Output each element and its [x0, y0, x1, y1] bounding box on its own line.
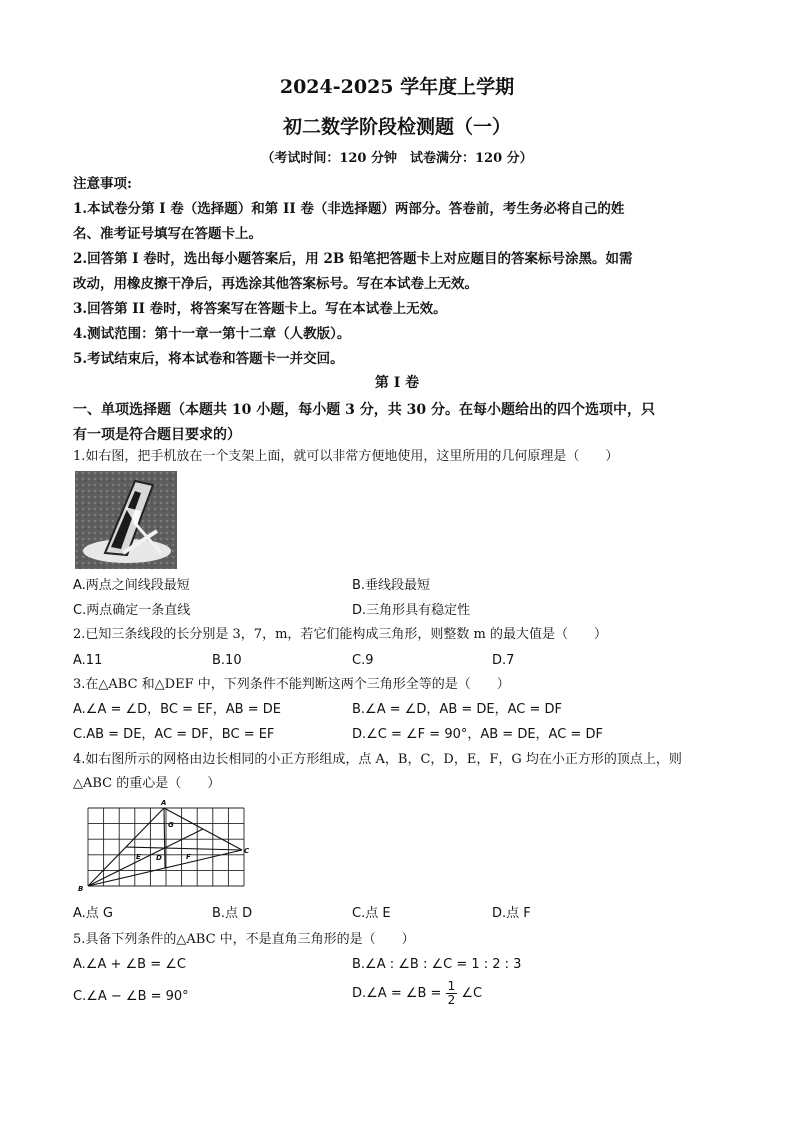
- label-b: B: [78, 885, 84, 892]
- q4-option-d: D.点 F: [492, 906, 531, 921]
- label-g: G: [168, 821, 174, 829]
- section-line-1: 一、单项选择题（本题共 10 小题，每小题 3 分，共 30 分。在每小题给出的四个选项中，只: [73, 402, 655, 418]
- q2-option-c: C.9: [352, 653, 374, 668]
- notes-block: [73, 172, 723, 372]
- q1-option-d: D.三角形具有稳定性: [352, 603, 471, 618]
- note-3: 3.回答第 II 卷时，将答案写在答题卡上。写在本试卷上无效。: [73, 301, 447, 317]
- q4-stem-2: △ABC 的重心是（ ）: [73, 776, 221, 791]
- section-heading: [73, 398, 723, 448]
- label-f: F: [186, 853, 191, 861]
- note-1a: 1.本试卷分第 I 卷（选择题）和第 II 卷（非选择题）两部分。答卷前，考生务必将自己的姓: [73, 201, 625, 217]
- q5-option-d-suffix: ∠C: [461, 986, 483, 1001]
- grid-triangle-figure: [76, 800, 252, 892]
- fraction-one-half: [446, 980, 458, 1007]
- q4-stem-1: 4.如右图所示的网格由边长相同的小正方形组成，点 A，B，C，D，E，F，G 均在小正方形的顶点上，则: [73, 752, 682, 767]
- note-1b: 名、准考证号填写在答题卡上。: [73, 226, 262, 242]
- q5-option-d-prefix: D.∠A = ∠B =: [352, 986, 442, 1001]
- q1-stem: 1.如右图，把手机放在一个支架上面，就可以非常方便地使用，这里所用的几何原理是（ ）: [73, 449, 619, 464]
- fraction-numerator: 1: [447, 979, 456, 993]
- volume-heading: 第 I 卷: [374, 375, 420, 391]
- exam-title: 初二数学阶段检测题（一）: [282, 116, 511, 138]
- note-2a: 2.回答第 I 卷时，选出每小题答案后，用 2B 铅笔把答题卡上对应题目的答案标号涂黑。如需: [73, 251, 633, 267]
- median-a: [164, 808, 165, 868]
- triangle-lines: [88, 808, 242, 886]
- label-e: E: [136, 853, 141, 861]
- q5-option-a: A.∠A + ∠B = ∠C: [73, 957, 186, 972]
- label-d: D: [156, 854, 162, 862]
- q2-option-a: A.11: [73, 653, 103, 668]
- q3-stem: 3.在△ABC 和△DEF 中，下列条件不能判断这两个三角形全等的是（ ）: [73, 677, 510, 692]
- note-4: 4.测试范围：第十一章一第十二章（人教版）。: [73, 326, 351, 342]
- label-c: C: [244, 847, 250, 855]
- q4-option-c: C.点 E: [352, 906, 391, 921]
- q5-option-c: C.∠A − ∠B = 90°: [73, 989, 189, 1004]
- fraction-denominator: 2: [447, 993, 456, 1007]
- q3-option-a: A.∠A = ∠D，BC = EF，AB = DE: [73, 702, 281, 717]
- q1-option-b: B.垂线段最短: [352, 578, 431, 593]
- q5-stem: 5.具备下列条件的△ABC 中，不是直角三角形的是（ ）: [73, 932, 415, 947]
- note-2b: 改动，用橡皮擦干净后，再选涂其他答案标号。写在本试卷上无效。: [73, 276, 478, 292]
- q2-option-d: D.7: [492, 653, 515, 668]
- q2-stem: 2.已知三条线段的长分别是 3，7，m，若它们能构成三角形，则整数 m 的最大值是（ ）: [73, 627, 607, 642]
- q1-option-c: C.两点确定一条直线: [73, 603, 191, 618]
- median-c: [126, 847, 242, 850]
- exam-info: （考试时间：120 分钟 试卷满分：120 分）: [261, 151, 533, 166]
- q5-option-b: B.∠A : ∠B : ∠C = 1 : 2 : 3: [352, 957, 522, 972]
- q2-option-b: B.10: [212, 653, 242, 668]
- q4-option-a: A.点 G: [73, 906, 114, 921]
- q3-option-c: C.AB = DE，AC = DF，BC = EF: [73, 727, 275, 742]
- school-year: 2024-2025 学年度上学期: [279, 76, 515, 98]
- q1-option-a: A.两点之间线段最短: [73, 578, 190, 593]
- notes-heading: 注意事项:: [73, 176, 132, 192]
- q4-option-b: B.点 D: [212, 906, 253, 921]
- q3-option-b: B.∠A = ∠D，AB = DE，AC = DF: [352, 702, 562, 717]
- label-a: A: [161, 800, 167, 807]
- phone-stand-photo: [75, 471, 177, 569]
- note-5: 5.考试结束后，将本试卷和答题卡一并交回。: [73, 351, 344, 367]
- section-line-2: 有一项是符合题目要求的）: [73, 427, 241, 443]
- q3-option-d: D.∠C = ∠F = 90°，AB = DE，AC = DF: [352, 727, 603, 742]
- q5-option-d: [352, 980, 482, 1007]
